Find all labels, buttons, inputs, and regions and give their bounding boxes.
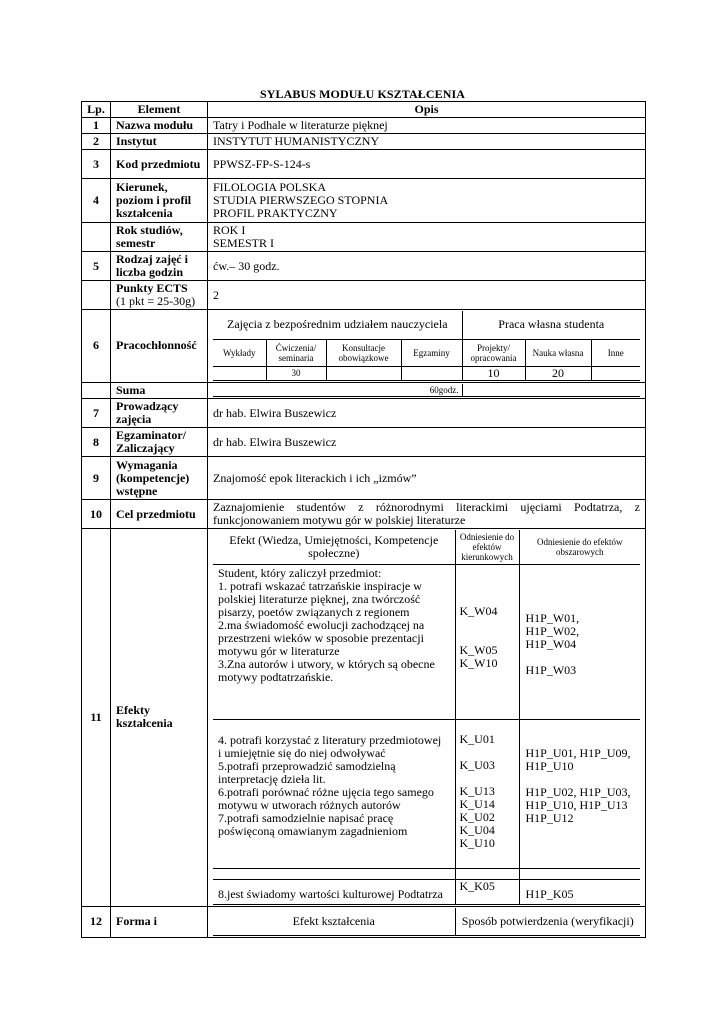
- table-header-row: [82, 102, 646, 118]
- study-year: ROK I SEMESTR I: [208, 223, 646, 252]
- header-lp: Lp.: [82, 102, 111, 118]
- table-row: [82, 150, 646, 179]
- header-opis: Opis: [208, 102, 646, 118]
- course-goal: Zaznajomienie studentów z różnorodnymi literackimi ujęciami Podtatrza, z funkcjonowaniem motywu gór w polskiej literaturze: [208, 500, 646, 529]
- verification-header: Sposób potwierdzenia (weryfikacji): [455, 908, 640, 936]
- social-outcome: 8.jest świadomy wartości kulturowej Podtatrza: [213, 879, 455, 904]
- course-code: PPWSZ-FP-S-124-s: [208, 150, 646, 179]
- row-number: 4: [82, 179, 111, 223]
- row-number: 3: [82, 150, 111, 179]
- row-label: Instytut: [111, 134, 208, 150]
- row-label: Pracochłonność: [111, 310, 208, 383]
- row-label: Efekty kształcenia: [111, 529, 208, 907]
- val-other: [591, 366, 640, 380]
- table-row: [82, 223, 646, 252]
- table-row: [82, 118, 646, 134]
- row-label: Rok studiów, semestr: [111, 223, 208, 252]
- row-label: Rodzaj zajęć i liczba godzin: [111, 252, 208, 281]
- knowledge-directional: K_W04 K_W05 K_W10: [455, 564, 519, 719]
- row-number: 11: [82, 529, 111, 907]
- own-work-header: Praca własna studenta: [462, 311, 640, 339]
- assessment-form: [208, 906, 646, 938]
- row-label: Kierunek, poziom i profil kształcenia: [111, 179, 208, 223]
- row-number: 5: [82, 252, 111, 281]
- table-row: [82, 457, 646, 500]
- row-label: Prowadzący zajęcia: [111, 399, 208, 428]
- table-row: [82, 179, 646, 223]
- header-element: Element: [111, 102, 208, 118]
- col-lectures: Wykłady: [213, 339, 266, 366]
- table-row: [82, 310, 646, 383]
- institute-name: INSTYTUT HUMANISTYCZNY: [208, 134, 646, 150]
- table-row: [82, 382, 646, 399]
- social-area: H1P_K05: [519, 879, 640, 904]
- row-number: 7: [82, 399, 111, 428]
- knowledge-outcomes: Student, który zaliczył przedmiot: 1. potrafi wskazać tatrzańskie inspiracje w polskiej literaturze pięknej, zna twórczość pisarzy, poetów związanych z regionem 2.ma świadomość ewolucji zachodzącej na przestrzeni wieków w sposobie prezentacji motywu gór w literaturze 3.Zna autorów i utwory, w których są obecne motywy podtatrzańskie.: [213, 564, 455, 719]
- table-row: [82, 281, 646, 310]
- row-number: 6: [82, 310, 111, 383]
- val-self-study: 20: [525, 366, 591, 380]
- row-label: Kod przedmiotu: [111, 150, 208, 179]
- col-other: Inne: [591, 339, 640, 366]
- document-title: SYLABUS MODUŁU KSZTAŁCENIA: [259, 87, 466, 101]
- table-row: [82, 906, 646, 938]
- ects-points: 2: [208, 281, 646, 310]
- study-field: FILOLOGIA POLSKA STUDIA PIERWSZEGO STOPNIA PROFIL PRAKTYCZNY: [208, 179, 646, 223]
- col-projects: Projekty/ opracowania: [462, 339, 525, 366]
- row-number: 1: [82, 118, 111, 134]
- row-label: Wymagania (kompetencje) wstępne: [111, 457, 208, 500]
- row-label: Egzaminator/ Zaliczający: [111, 428, 208, 457]
- skill-area: H1P_U01, H1P_U09, H1P_U10 H1P_U02, H1P_U03, H1P_U10, H1P_U13 H1P_U12: [519, 719, 640, 868]
- table-row: [82, 428, 646, 457]
- knowledge-area: H1P_W01, H1P_W02, H1P_W04 H1P_W03: [519, 564, 640, 719]
- table-row: [82, 529, 646, 907]
- contact-hours-header: Zajęcia z bezpośrednim udziałem nauczyciela: [213, 311, 462, 339]
- row-number: 8: [82, 428, 111, 457]
- table-row: [82, 500, 646, 529]
- prerequisites: Znajomość epok literackich i ich „izmów”: [208, 457, 646, 500]
- directional-header: Odniesienie do efektów kierunkowych: [455, 530, 519, 564]
- col-exercises: Ćwiczenia/ seminaria: [266, 339, 326, 366]
- val-lectures: [213, 366, 266, 380]
- row-number: 10: [82, 500, 111, 529]
- row-number: 12: [82, 906, 111, 938]
- row-number: 9: [82, 457, 111, 500]
- col-consultations: Konsultacje obowiązkowe: [326, 339, 401, 366]
- skill-directional: K_U01 K_U03 K_U13 K_U14 K_U02 K_U04 K_U10: [455, 719, 519, 868]
- area-header: Odniesienie do efektów obszarowych: [519, 530, 640, 564]
- row-label: Suma: [111, 382, 208, 399]
- col-self-study: Nauka własna: [525, 339, 591, 366]
- module-name: Tatry i Podhale w literaturze pięknej: [208, 118, 646, 134]
- social-directional: K_K05: [455, 879, 519, 904]
- table-row: [82, 252, 646, 281]
- val-exams: [401, 366, 462, 380]
- row-label: Cel przedmiotu: [111, 500, 208, 529]
- row-label: Punkty ECTS (1 pkt = 25-30g): [111, 281, 208, 310]
- table-row: [82, 399, 646, 428]
- sum-cell: [208, 382, 646, 399]
- row-label: Nazwa modułu: [111, 118, 208, 134]
- table-row: [82, 134, 646, 150]
- syllabus-table: [81, 101, 646, 938]
- outcome-header: Efekt (Wiedza, Umiejętności, Kompetencje społeczne): [213, 530, 455, 564]
- row-label: Forma i: [111, 906, 208, 938]
- skill-outcomes: 4. potrafi korzystać z literatury przedmiotowej i umiejętnie się do niej odwoływać 5.potrafi przeprowadzić samodzielną interpretację dzieła lit. 6.potrafi porównać różne ujęcia tego samego motywu w utworach różnych autorów 7.potrafi samodzielnie napisać pracę poświęconą omawianym zagadnieniom: [213, 719, 455, 868]
- effect-header: Efekt kształcenia: [213, 908, 455, 936]
- col-exams: Egzaminy: [401, 339, 462, 366]
- total-hours: 60godz.: [213, 384, 462, 397]
- class-type-hours: ćw.– 30 godz.: [208, 252, 646, 281]
- val-exercises: 30: [266, 366, 326, 380]
- row-number: 2: [82, 134, 111, 150]
- examiner: dr hab. Elwira Buszewicz: [208, 428, 646, 457]
- val-consultations: [326, 366, 401, 380]
- learning-outcomes: [208, 529, 646, 907]
- workload-table: [208, 310, 646, 383]
- lecturer: dr hab. Elwira Buszewicz: [208, 399, 646, 428]
- val-projects: 10: [462, 366, 525, 380]
